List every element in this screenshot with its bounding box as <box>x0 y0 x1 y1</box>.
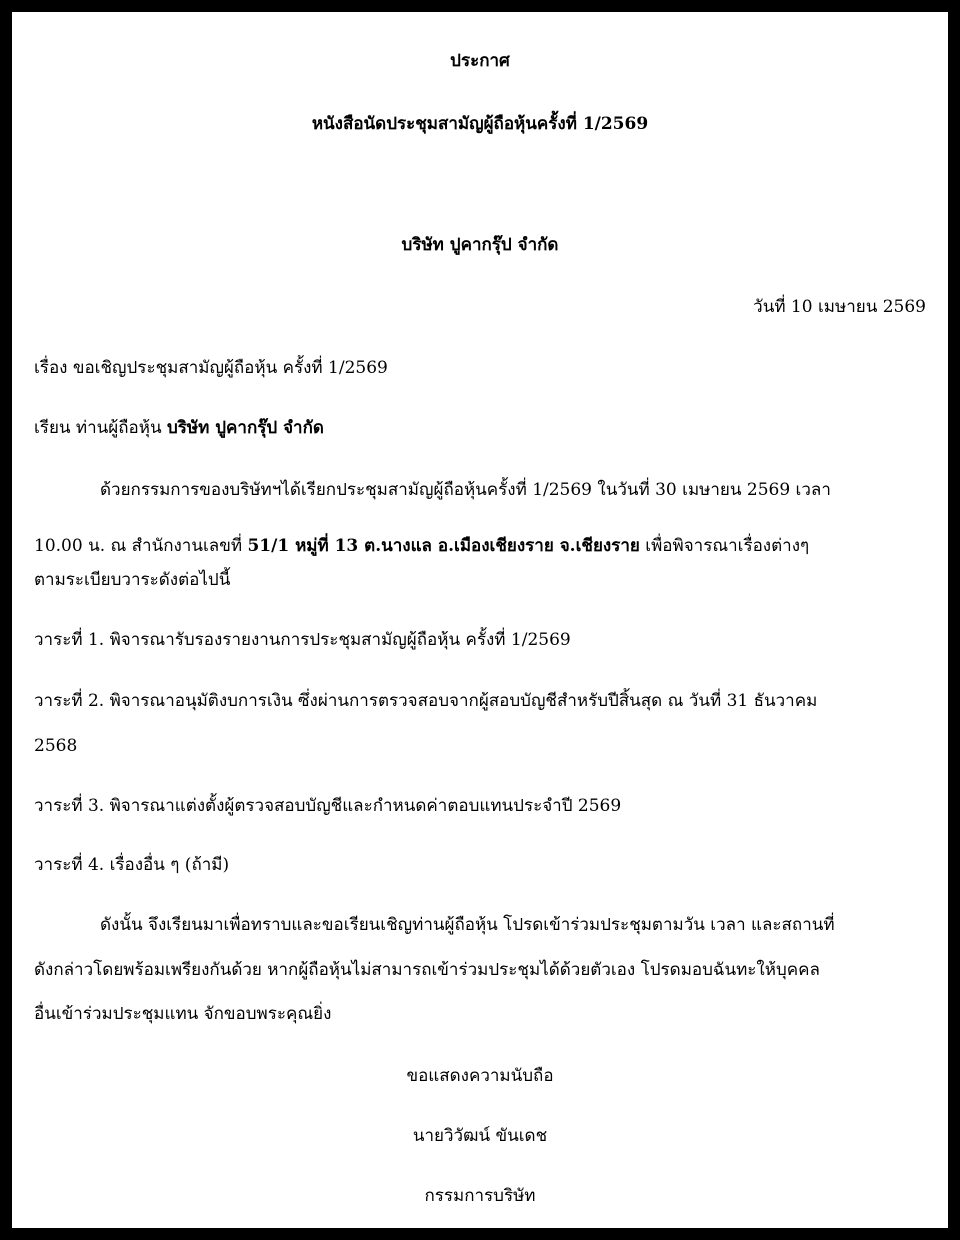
document-date: วันที่ 10 เมษายน 2569 <box>753 297 926 317</box>
announcement-subheading: หนังสือนัดประชุมสามัญผู้ถือหุ้นครั้งที่ 1/2569 <box>311 114 649 134</box>
subject-line: เรื่อง ขอเชิญประชุมสามัญผู้ถือหุ้น ครั้งที่ 1/2569 <box>34 358 388 378</box>
company-name: บริษัท ปูคากรุ๊ป จำกัด <box>401 235 559 255</box>
agenda-item-3: วาระที่ 3. พิจารณาแต่งตั้งผู้ตรวจสอบบัญชีและกำหนดค่าตอบแทนประจำปี 2569 <box>34 796 622 816</box>
agenda-item-1: วาระที่ 1. พิจารณารับรองรายงานการประชุมสามัญผู้ถือหุ้น ครั้งที่ 1/2569 <box>34 630 571 650</box>
signature-regards: ขอแสดงความนับถือ <box>406 1066 554 1086</box>
intro-line-2 <box>34 535 926 557</box>
recipient-prefix: เรียน ท่านผู้ถือหุ้น <box>34 418 167 438</box>
document-page <box>12 12 948 1228</box>
intro-line-3: ตามระเบียบวาระดังต่อไปนี้ <box>34 570 231 590</box>
intro-purpose: เพื่อพิจารณาเรื่องต่างๆ <box>639 536 810 556</box>
agenda-item-2-line-1: วาระที่ 2. พิจารณาอนุมัติงบการเงิน ซึ่งผ่านการตรวจสอบจากผู้สอบบัญชีสำหรับปีสิ้นสุด ณ วันที่ 31 ธันวาคม <box>34 691 818 711</box>
closing-line-2: ดังกล่าวโดยพร้อมเพรียงกันด้วย หากผู้ถือหุ้นไม่สามารถเข้าร่วมประชุมได้ด้วยตัวเอง โปรดมอบฉันทะให้บุคคล <box>34 960 820 980</box>
signatory-name: นายวิวัฒน์ ขันเดช <box>412 1126 548 1146</box>
agenda-item-2-line-2: 2568 <box>34 736 78 756</box>
recipient-line <box>34 417 926 439</box>
intro-time-place: 10.00 น. ณ สำนักงานเลขที่ <box>34 536 248 556</box>
recipient-company: บริษัท ปูคากรุ๊ป จำกัด <box>167 418 324 438</box>
closing-line-1: ดังนั้น จึงเรียนมาเพื่อทราบและขอเรียนเชิญท่านผู้ถือหุ้น โปรดเข้าร่วมประชุมตามวัน เวลา และสถานที่ <box>100 915 835 935</box>
signatory-title: กรรมการบริษัท <box>424 1186 536 1206</box>
meeting-address: 51/1 หมู่ที่ 13 ต.นางแล อ.เมืองเชียงราย จ.เชียงราย <box>247 536 640 556</box>
agenda-item-4: วาระที่ 4. เรื่องอื่น ๆ (ถ้ามี) <box>34 855 230 875</box>
intro-line-1: ด้วยกรรมการของบริษัทฯได้เรียกประชุมสามัญผู้ถือหุ้นครั้งที่ 1/2569 ในวันที่ 30 เมษายน 2569 เวลา <box>100 480 831 500</box>
closing-line-3: อื่นเข้าร่วมประชุมแทน จักขอบพระคุณยิ่ง <box>34 1004 332 1024</box>
announcement-heading: ประกาศ <box>450 51 510 71</box>
